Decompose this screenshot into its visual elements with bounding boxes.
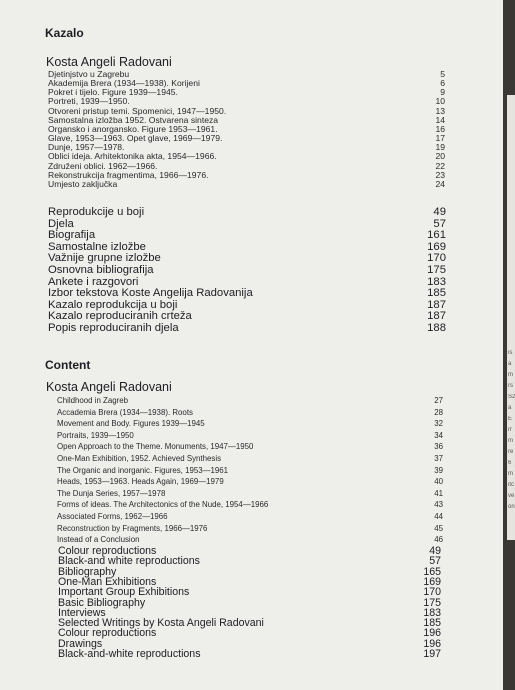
toc-entry-page: 19 xyxy=(435,142,445,153)
adjacent-page-fragment: m xyxy=(508,372,513,378)
toc-entry-page: 6 xyxy=(440,78,445,89)
toc-entry-page: 13 xyxy=(435,105,445,116)
toc-entry-title: Biografija xyxy=(48,229,96,242)
toc-entry-title: Bibliography xyxy=(58,565,117,578)
toc-entry-page: 16 xyxy=(435,123,445,134)
toc-entry-page: 37 xyxy=(434,454,443,463)
kazalo-author: Kosta Angeli Radovani xyxy=(46,55,172,69)
toc-entry-title: Kazalo reproduciranih crteža xyxy=(48,310,192,323)
toc-entry-title: Movement and Body. Figures 1939—1945 xyxy=(57,419,205,429)
toc-entry-page: 34 xyxy=(434,430,443,440)
toc-entry-title: The Dunja Series, 1957—1978 xyxy=(57,488,166,498)
toc-entry-page: 185 xyxy=(423,617,441,630)
toc-entry-title: Open Approach to the Theme. Monuments, 1947—1950 xyxy=(57,442,254,452)
toc-entry-page: 10 xyxy=(435,96,445,107)
adjacent-page-fragment: E xyxy=(508,416,513,422)
adjacent-page-fragment: m xyxy=(508,471,513,477)
toc-entry-title: Portraits, 1939—1950 xyxy=(57,430,134,440)
toc-entry-page: 196 xyxy=(423,627,441,640)
toc-entry-title: Umjesto zaključka xyxy=(48,178,118,189)
toc-entry-title: Colour reproductions xyxy=(58,627,157,640)
toc-entry-page: 24 xyxy=(435,178,445,189)
toc-entry-title: Black-and-white reproductions xyxy=(58,648,201,660)
toc-entry-page: 40 xyxy=(434,477,443,487)
toc-entry-title: Reconstruction by Fragments, 1966—1976 xyxy=(57,523,208,533)
adjacent-page-fragment: a xyxy=(508,361,512,367)
toc-entry-page: 20 xyxy=(435,151,445,162)
content-heading: Content xyxy=(45,358,91,372)
toc-entry-title: Heads, 1953—1963. Heads Again, 1969—1979 xyxy=(57,477,224,487)
adjacent-page-fragment: a xyxy=(508,405,512,411)
toc-entry-title: Glave, 1953—1963. Opet glave, 1969—1979. xyxy=(48,133,223,144)
toc-entry-title: Basic Bibliography xyxy=(58,596,146,609)
toc-entry-page: 175 xyxy=(427,264,446,276)
toc-entry-title: Associated Forms, 1962—1966 xyxy=(57,512,168,521)
toc-entry-title: Important Group Exhibitions xyxy=(58,586,190,599)
toc-entry-title: Rekonstrukcija fragmentima, 1966—1976. xyxy=(48,169,209,180)
toc-entry-title: Važnije grupne izložbe xyxy=(48,252,161,265)
toc-entry-page: 185 xyxy=(427,287,446,300)
toc-entry-page: 41 xyxy=(434,488,443,498)
toc-entry-title: Interviews xyxy=(58,606,106,619)
toc-entry-title: Reprodukcije u boji xyxy=(48,206,145,218)
toc-entry-page: 27 xyxy=(434,396,443,405)
toc-entry-page: 196 xyxy=(423,637,441,650)
toc-entry-page: 23 xyxy=(435,169,445,180)
toc-entry-title: Portreti, 1939—1950. xyxy=(48,96,130,107)
toc-entry-page: 170 xyxy=(427,252,446,265)
toc-entry-title: Popis reproduciranih djela xyxy=(48,322,179,334)
toc-entry-page: 197 xyxy=(423,648,441,660)
toc-entry-title: Samostalne izložbe xyxy=(48,240,146,253)
toc-entry-page: 175 xyxy=(423,596,441,609)
toc-entry-title: One-Man Exhibition, 1952. Achieved Synthesis xyxy=(57,454,222,463)
adjacent-page-fragment: rr xyxy=(508,427,512,433)
toc-entry-title: Akademija Brera (1934—1938). Korijeni xyxy=(48,78,200,89)
toc-entry-title: Forms of ideas. The Architectonics of the Nude, 1954—1966 xyxy=(57,500,269,510)
toc-entry-title: Pokret i tijelo. Figure 1939—1945. xyxy=(48,87,178,98)
adjacent-page-fragment: re xyxy=(508,449,514,455)
toc-entry-page: 183 xyxy=(427,275,446,288)
toc-entry-page: 17 xyxy=(435,133,445,144)
adjacent-page-fragment: itc xyxy=(508,482,514,488)
adjacent-page-fragment: rs xyxy=(508,383,513,389)
toc-entry-page: 28 xyxy=(434,407,443,417)
toc-entry-page: 5 xyxy=(440,69,445,79)
toc-entry-page: 9 xyxy=(440,87,445,98)
toc-entry-title: Black-and white reproductions xyxy=(58,555,200,568)
toc-entry-page: 44 xyxy=(434,512,443,521)
toc-entry-page: 36 xyxy=(434,442,443,452)
kazalo-heading: Kazalo xyxy=(45,26,84,40)
toc-entry-title: Osnovna bibliografija xyxy=(48,264,154,276)
toc-entry-title: Samostalna izložba 1952. Ostvarena sinteza xyxy=(48,114,219,125)
toc-entry-title: Ankete i razgovori xyxy=(48,275,139,288)
toc-entry-title: One-Man Exhibitions xyxy=(58,575,157,588)
adjacent-page-fragment: 6 xyxy=(508,460,512,466)
toc-entry-page: 57 xyxy=(433,217,446,230)
toc-entry-page: 161 xyxy=(427,229,446,242)
adjacent-page-fragment: m xyxy=(508,438,513,444)
adjacent-page-fragment: is xyxy=(508,350,513,356)
adjacent-page-fragment: on xyxy=(508,504,515,510)
toc-entry-page: 187 xyxy=(427,310,446,323)
toc-entry-page: 183 xyxy=(423,606,441,619)
adjacent-page-fragment: ve xyxy=(508,493,515,499)
toc-entry-page: 32 xyxy=(434,419,443,429)
toc-entry-page: 169 xyxy=(423,575,441,588)
toc-entry-title: Accademia Brera (1934—1938). Roots xyxy=(57,407,193,417)
toc-entry-title: Selected Writings by Kosta Angeli Radovani xyxy=(58,617,264,630)
toc-entry-page: 49 xyxy=(433,206,446,218)
toc-entry-page: 46 xyxy=(434,535,443,545)
toc-entry-page: 187 xyxy=(427,298,446,311)
toc-entry-title: Izbor tekstova Koste Angelija Radovanija xyxy=(48,287,253,300)
toc-entry-page: 188 xyxy=(427,322,446,334)
adjacent-page-fragment: S2 xyxy=(508,394,515,400)
toc-entry-title: Organsko i anorgansko. Figure 1953—1961. xyxy=(48,123,218,134)
toc-entry-page: 49 xyxy=(429,545,441,557)
toc-entry-title: Djetinjstvo u Zagrebu xyxy=(48,69,130,79)
toc-entry-title: Oblici ideja. Arhitektonika akta, 1954—1966. xyxy=(48,151,217,162)
toc-entry-title: Otvoreni pristup temi. Spomenici, 1947—1950. xyxy=(48,105,227,116)
toc-entry-title: The Organic and inorganic. Figures, 1953—1961 xyxy=(57,465,229,475)
toc-entry-page: 45 xyxy=(434,523,443,533)
content-author: Kosta Angeli Radovani xyxy=(46,380,172,394)
toc-entry-page: 14 xyxy=(435,114,445,125)
toc-entry-title: Instead of a Conclusion xyxy=(57,535,140,545)
toc-entry-page: 169 xyxy=(427,240,446,253)
toc-entry-page: 39 xyxy=(434,465,443,475)
toc-entry-title: Kazalo reprodukcija u boji xyxy=(48,298,178,311)
toc-entry-page: 170 xyxy=(423,586,441,599)
toc-entry-title: Dunje, 1957—1978. xyxy=(48,142,125,153)
toc-entry-title: Djela xyxy=(48,217,74,230)
toc-entry-title: Drawings xyxy=(58,637,103,650)
toc-entry-page: 165 xyxy=(423,565,441,578)
toc-entry-page: 22 xyxy=(435,160,445,171)
toc-entry-page: 43 xyxy=(434,500,443,510)
toc-entry xyxy=(58,649,503,660)
toc-entry-title: Childhood in Zagreb xyxy=(57,396,129,405)
toc-entry-title: Združeni oblici. 1962—1966. xyxy=(48,160,158,171)
toc-entry-title: Colour reproductions xyxy=(58,545,157,557)
toc-entry-page: 57 xyxy=(429,555,441,568)
